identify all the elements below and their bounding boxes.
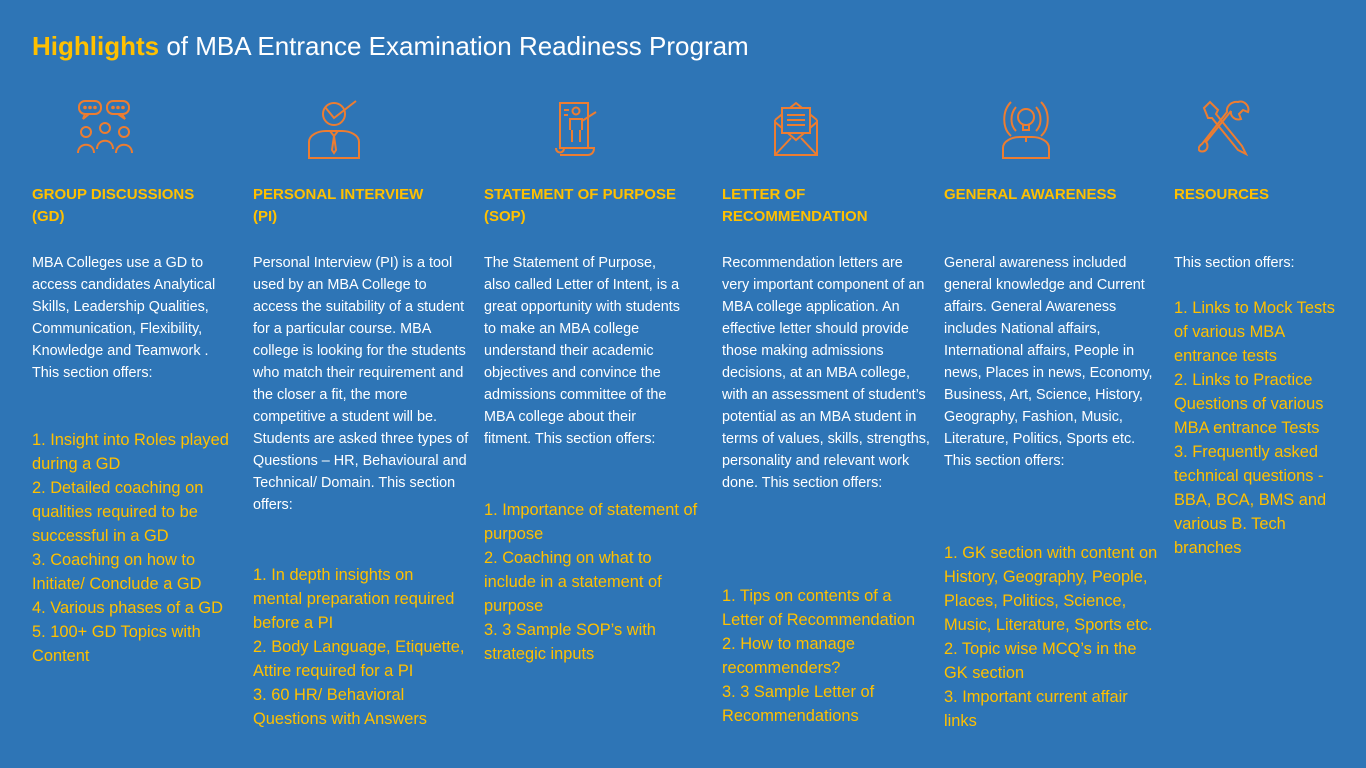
column-heading: GENERAL AWARENESS [944,186,1117,203]
list-item: 3. Important current affair links [944,688,1128,730]
column-heading: PERSONAL INTERVIEW (PI) [253,186,424,225]
column-personal-interview [253,98,471,728]
list-item: 1. Insight into Roles played during a GD [32,431,229,473]
column-heading: RESOURCES [1174,186,1270,203]
column-description: The Statement of Purpose, also called Letter of Intent, is a great opportunity with students to make an MBA college understand their academic objectives and convince the admissions committee of the MBA college about their fitment. This section offers: [484,255,680,447]
column-letter-of-recommendation [722,98,932,725]
list-item: 1. In depth insights on mental preparation required before a PI [253,566,455,632]
list-item: 3. 3 Sample SOP’s with strategic inputs [484,621,656,663]
column-description: This section offers: [1174,255,1295,271]
list-item: 1. Importance of statement of purpose [484,501,698,543]
title-highlight: Highlights [32,31,160,61]
feature-list [722,584,932,728]
feature-list [1174,296,1344,560]
list-item: 1. Tips on contents of a Letter of Recommendation [722,587,916,629]
column-description: Personal Interview (PI) is a tool used by an MBA College to access the suitability of a student for a particular course. MBA college is looking for the students who match their requirement and the closer a fit, the more competitive a student will be. Students are asked three types of Questions – HR, Behavioural and Technical/ Domain. This section offers: [253,255,469,513]
list-item: 2. Detailed coaching on qualities required to be successful in a GD [32,479,204,545]
feature-list [253,563,465,731]
column-description: MBA Colleges use a GD to access candidates Analytical Skills, Leadership Qualities, Communication, Flexibility, Knowledge and Teamwork . This section offers: [32,255,216,381]
list-item: 2. Coaching on what to include in a statement of purpose [484,549,662,615]
list-item: 5. 100+ GD Topics with Content [32,623,201,665]
bulb-head-icon [944,98,1160,164]
feature-list [484,498,708,666]
column-description: Recommendation letters are very important component of an MBA college application. An effective letter should provide those making admissions decisions, at an MBA college, with an assessment of student’s potential as an MBA student in terms of values, skills, strengths, personality and relevant work done. This section offers: [722,255,930,491]
column-heading: STATEMENT OF PURPOSE (SOP) [484,186,676,225]
list-item: 1. GK section with content on History, Geography, People, Places, Politics, Science, Music, Literature, Sports etc. [944,544,1158,634]
interview-person-icon [253,98,471,164]
column-statement-of-purpose [484,98,708,663]
list-item: 2. Links to Practice Questions of various MBA entrance Tests [1174,371,1324,437]
title-rest: of MBA Entrance Examination Readiness Program [159,31,749,61]
column-group-discussions [32,98,242,665]
list-item: 2. Body Language, Etiquette, Attire required for a PI [253,638,465,680]
list-item: 2. Topic wise MCQ’s in the GK section [944,640,1137,682]
list-item: 2. How to manage recommenders? [722,635,856,677]
list-item: 3. Coaching on how to Initiate/ Conclude a GD [32,551,202,593]
list-item: 3. Frequently asked technical questions - BBA, BCA, BMS and various B. Tech branches [1174,443,1327,557]
list-item: 4. Various phases of a GD [32,599,224,617]
column-general-awareness [944,98,1160,730]
group-discussion-icon [32,98,242,164]
tools-wrench-screwdriver-icon [1174,98,1344,164]
statement-document-icon [484,98,708,164]
list-item: 1. Links to Mock Tests of various MBA entrance tests [1174,299,1335,365]
feature-list [944,541,1160,733]
column-description: General awareness included general knowledge and Current affairs. General Awareness includes National affairs, International affairs, People in news, Places in news, Economy, Business, Art, Science, History, Geography, Fashion, Music, Literature, Politics, Sports etc. This section offers: [944,255,1153,469]
list-item: 3. 60 HR/ Behavioral Questions with Answers [253,686,427,728]
column-heading: GROUP DISCUSSIONS (GD) [32,186,195,225]
column-heading: LETTER OF RECOMMENDATION [722,186,868,225]
envelope-letter-icon [722,98,932,164]
list-item: 3. 3 Sample Letter of Recommendations [722,683,875,725]
page-title [32,30,749,62]
column-resources [1174,98,1344,557]
feature-list [32,428,238,668]
